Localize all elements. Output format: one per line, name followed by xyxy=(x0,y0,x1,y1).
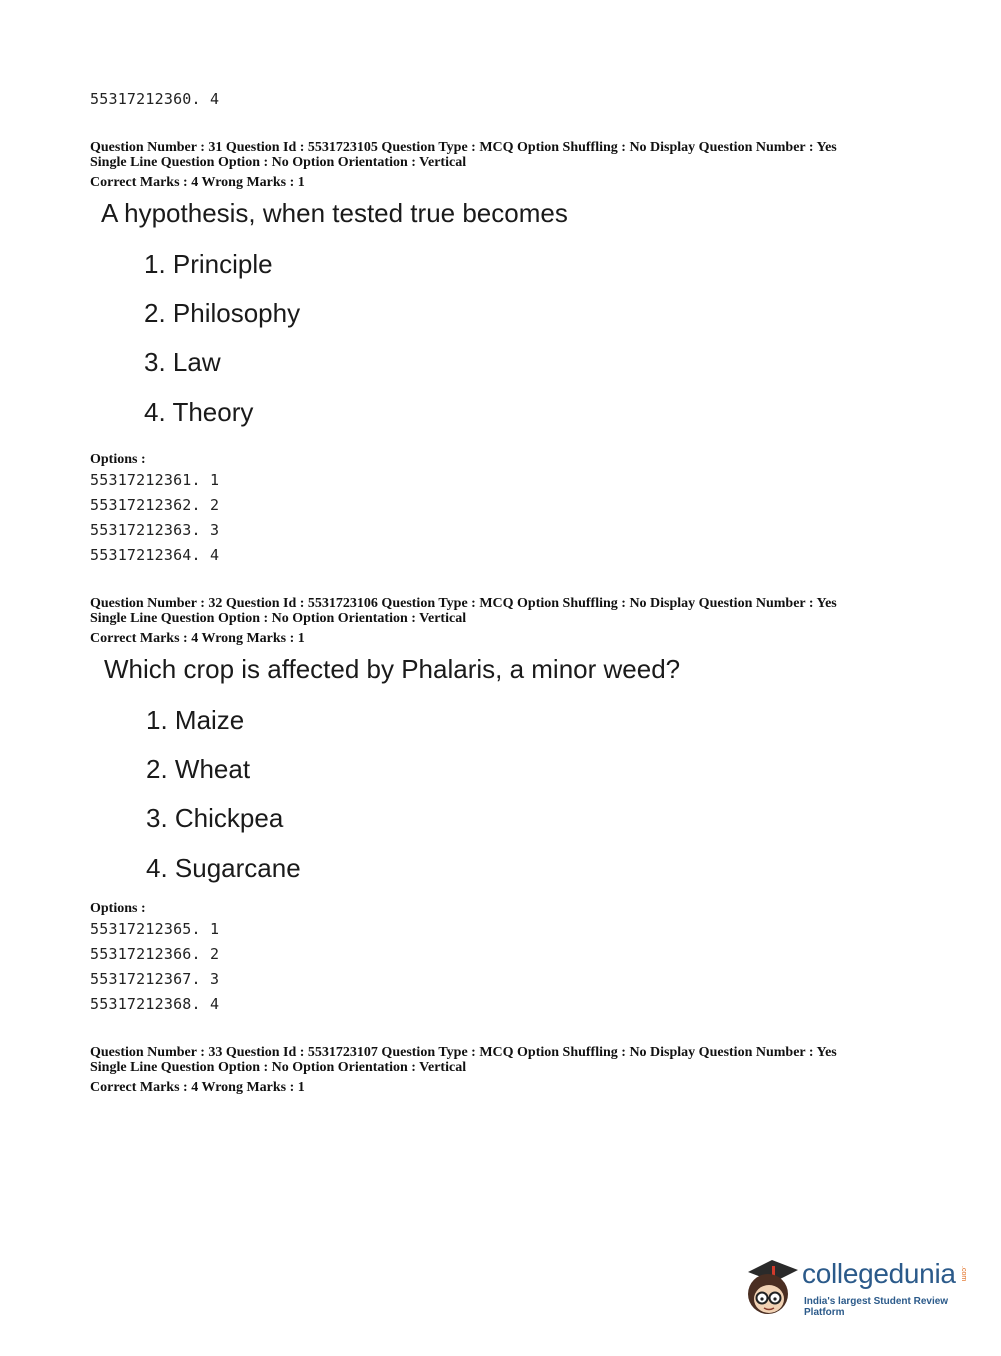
mascot-icon xyxy=(742,1252,802,1320)
question-meta-line1: Question Number : 31 Question Id : 5531723105 Question Type : MCQ Option Shuffling : No Display Question Number : Yes xyxy=(90,140,837,155)
option-code: 55317212366. 2 xyxy=(90,945,220,963)
option-code: 55317212363. 3 xyxy=(90,521,220,539)
question-choice: 1. Principle xyxy=(144,249,273,279)
question-choice: 4. Theory xyxy=(144,397,254,427)
question-meta-line2: Single Line Question Option : No Option Orientation : Vertical xyxy=(90,155,467,170)
option-code: 55317212360. 4 xyxy=(90,90,220,108)
question-marks: Correct Marks : 4 Wrong Marks : 1 xyxy=(90,631,305,646)
question-meta-line1: Question Number : 33 Question Id : 5531723107 Question Type : MCQ Option Shuffling : No Display Question Number : Yes xyxy=(90,1045,837,1060)
question-choice: 3. Chickpea xyxy=(146,803,284,833)
brand-tagline: India's largest Student Review Platform xyxy=(804,1296,949,1318)
question-choice: 3. Law xyxy=(144,347,221,377)
question-text: A hypothesis, when tested true becomes xyxy=(101,198,568,228)
collegedunia-logo xyxy=(742,1252,972,1322)
option-code: 55317212365. 1 xyxy=(90,920,220,938)
question-meta-line1: Question Number : 32 Question Id : 5531723106 Question Type : MCQ Option Shuffling : No Display Question Number : Yes xyxy=(90,596,837,611)
question-meta-line2: Single Line Question Option : No Option Orientation : Vertical xyxy=(90,611,467,626)
question-choice: 4. Sugarcane xyxy=(146,853,301,883)
options-label: Options : xyxy=(90,452,146,467)
options-label: Options : xyxy=(90,901,146,916)
question-choice: 2. Philosophy xyxy=(144,298,301,328)
brand-name: collegedunia xyxy=(802,1258,956,1289)
question-marks: Correct Marks : 4 Wrong Marks : 1 xyxy=(90,1080,305,1095)
option-code: 55317212361. 1 xyxy=(90,471,220,489)
question-marks: Correct Marks : 4 Wrong Marks : 1 xyxy=(90,175,305,190)
question-text: Which crop is affected by Phalaris, a minor weed? xyxy=(104,654,681,684)
option-code: 55317212367. 3 xyxy=(90,970,220,988)
question-meta-line2: Single Line Question Option : No Option Orientation : Vertical xyxy=(90,1060,467,1075)
question-choice: 2. Wheat xyxy=(146,754,251,784)
brand-domain: .com xyxy=(960,1266,967,1282)
option-code: 55317212362. 2 xyxy=(90,496,220,514)
option-code: 55317212364. 4 xyxy=(90,546,220,564)
option-code: 55317212368. 4 xyxy=(90,995,220,1013)
question-choice: 1. Maize xyxy=(146,705,245,735)
